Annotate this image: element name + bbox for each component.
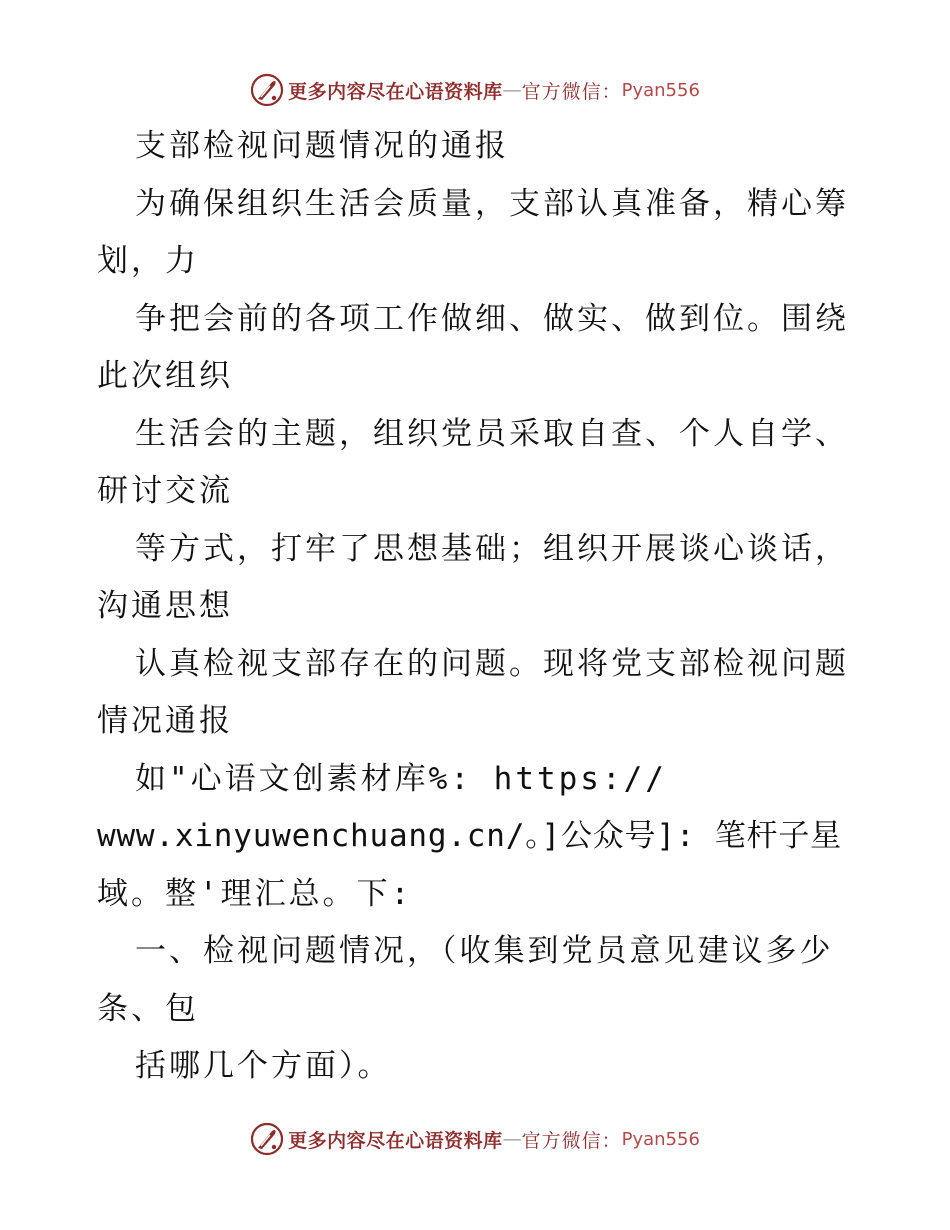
header-watermark-banner xyxy=(0,70,950,110)
paragraph-line: 为确保组织生活会质量，支部认真准备，精心筹 xyxy=(135,185,849,222)
document-title: 支部检视问题情况的通报 xyxy=(135,128,509,164)
paragraph-line: 如"心语文创素材库%: https:// xyxy=(135,760,667,797)
paragraph-line: 括哪几个方面）。 xyxy=(135,1048,392,1084)
paragraph-line: 划，力 xyxy=(97,243,199,279)
banner-text: 更多内容尽在心语资料库 xyxy=(288,1129,503,1152)
paragraph-line: 研讨交流 xyxy=(97,473,233,509)
banner-wechat-id: Pyan556 xyxy=(621,79,700,101)
paragraph-line: www.xinyuwenchuang.cn/。]公众号]: 笔杆子星 xyxy=(97,818,842,854)
paragraph-line: 域。整'理汇总。下: xyxy=(97,875,413,912)
paragraph-line: 生活会的主题，组织党员采取自查、个人自学、 xyxy=(135,415,849,452)
footer-watermark-banner xyxy=(0,1119,950,1159)
section-heading: 一、检视问题情况，（收集到党员意见建议多少 xyxy=(135,933,834,969)
quill-pen-logo-icon xyxy=(250,1122,284,1156)
quill-pen-logo-icon xyxy=(250,73,284,107)
banner-text: 更多内容尽在心语资料库 xyxy=(288,80,503,103)
banner-official-label: 官方微信： xyxy=(521,1129,622,1152)
document-body xyxy=(97,118,857,1096)
paragraph-line: 情况通报 xyxy=(97,703,233,739)
paragraph-line: 条、包 xyxy=(97,990,199,1027)
paragraph-line: 等方式，打牢了思想基础；组织开展谈心谈话， xyxy=(135,530,849,567)
paragraph-line: 此次组织 xyxy=(97,358,233,394)
banner-dash: — xyxy=(502,79,522,101)
paragraph-line: 沟通思想 xyxy=(97,588,233,624)
banner-dash: — xyxy=(502,1128,522,1150)
paragraph-line: 争把会前的各项工作做细、做实、做到位。围绕 xyxy=(135,300,849,337)
banner-official-label: 官方微信： xyxy=(521,80,622,103)
paragraph-line: 认真检视支部存在的问题。现将党支部检视问题 xyxy=(135,645,849,682)
banner-wechat-id: Pyan556 xyxy=(621,1128,700,1150)
